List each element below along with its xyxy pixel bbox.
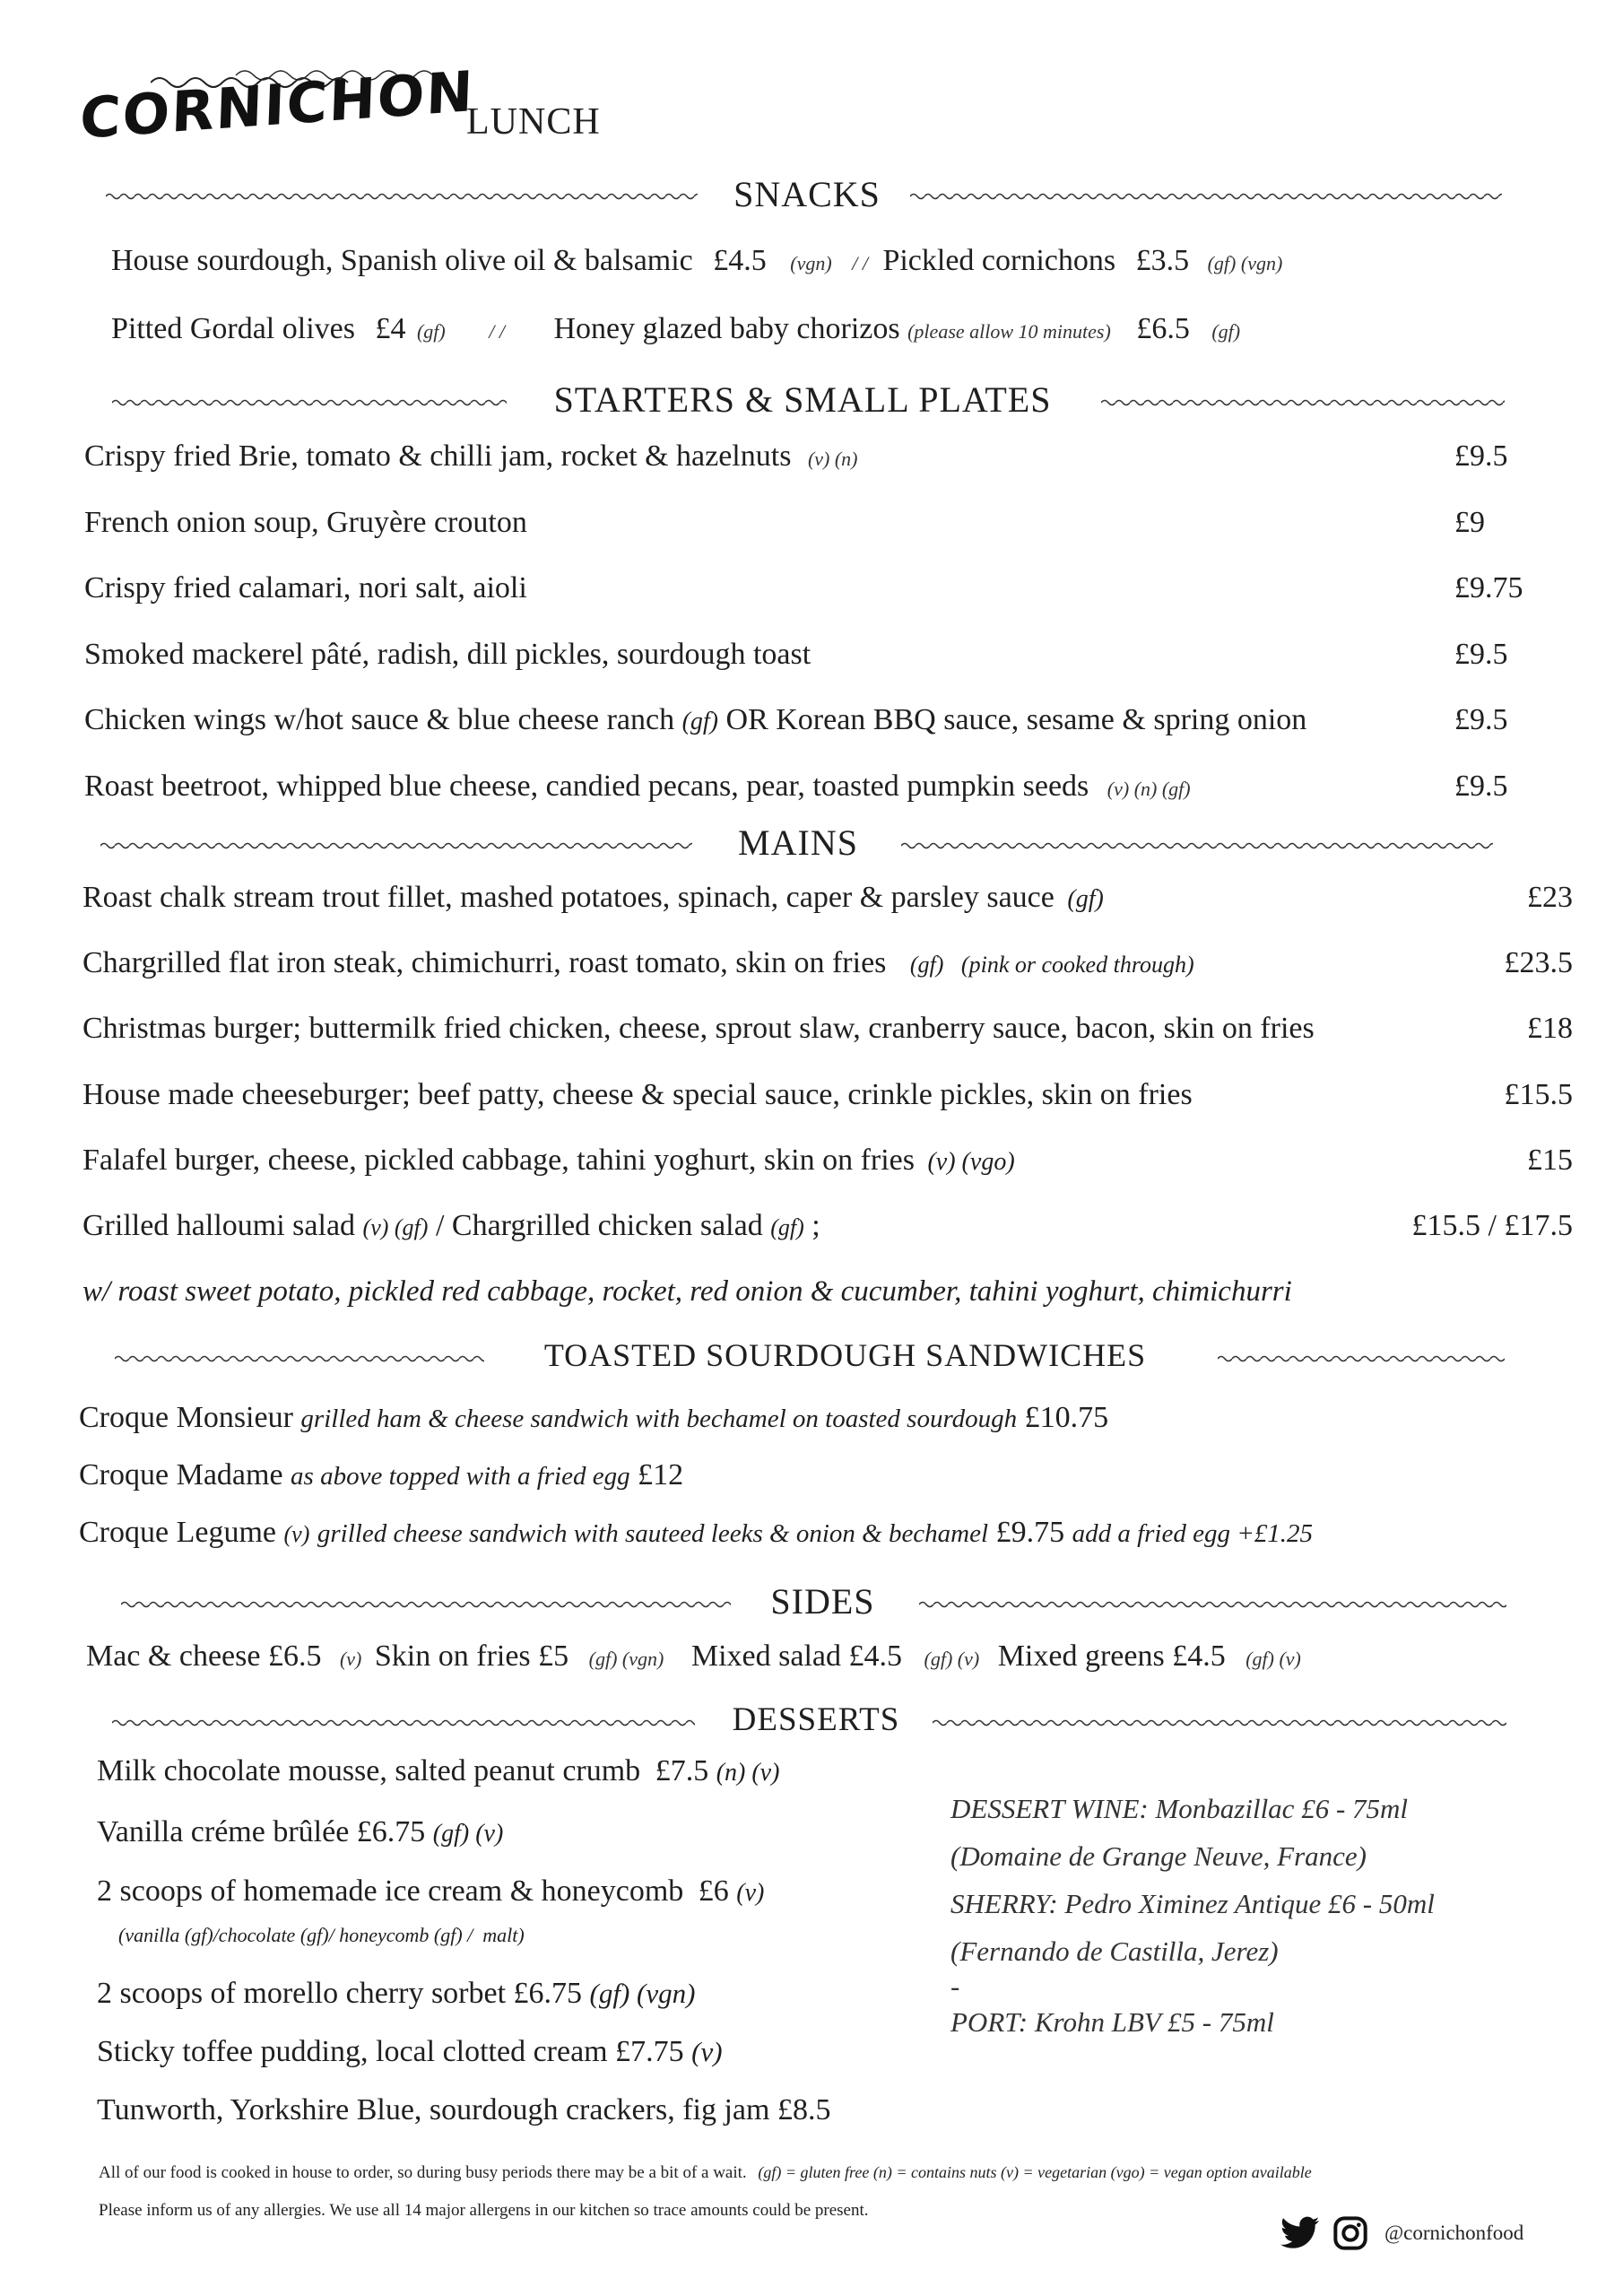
dietary-tag: (gf) (v) (924, 1648, 980, 1670)
item-name: Croque Madame (79, 1458, 283, 1492)
item-name: 2 scoops of morello cherry sorbet (97, 1977, 507, 2010)
divider-wave (121, 1598, 731, 1611)
item-name: Tunworth, Yorkshire Blue, sourdough crackers, fig jam (97, 2093, 770, 2126)
item-name: Roast chalk stream trout fillet, mashed potatoes, spinach, caper & parsley sauce (82, 881, 1055, 914)
dietary-tag: (v) (283, 1521, 310, 1547)
item-price: £23 (1527, 881, 1573, 914)
dietary-tag: (v) (vgo) (927, 1148, 1015, 1176)
item-suffix: ; (812, 1209, 820, 1242)
item-price: £8.5 (777, 2093, 831, 2126)
item-price: £12 (638, 1458, 684, 1492)
item-price: £23.5 (1504, 946, 1573, 979)
item-price: £4 (375, 312, 406, 345)
item-name: House made cheeseburger; beef patty, cheese & special sauce, crinkle pickles, skin on fries (82, 1078, 1193, 1111)
drink-line: SHERRY: Pedro Ximinez Antique £6 - 50ml (950, 1888, 1435, 1919)
menu-item (82, 881, 1104, 915)
drink-line: PORT: Krohn LBV £5 - 75ml (950, 2006, 1274, 2038)
item-name: House sourdough, Spanish olive oil & balsamic (111, 244, 693, 277)
item-price: £9.5 (1454, 703, 1508, 736)
dietary-tag: (gf) (1067, 885, 1104, 913)
item-name: Pickled cornichons (882, 244, 1116, 277)
item-name: Croque Legume (79, 1516, 276, 1549)
menu-item (84, 770, 1191, 804)
item-name: Mixed greens (997, 1639, 1165, 1673)
footer-line: All of our food is cooked in house to order, so during busy periods there may be a bit of a wait. (99, 2163, 747, 2182)
menu-item (84, 571, 527, 605)
item-name: Pitted Gordal olives (111, 312, 355, 345)
drink-separator: - (950, 1970, 960, 2002)
twitter-icon[interactable] (1280, 2216, 1320, 2250)
dietary-tag: (gf) (v) (1245, 1648, 1301, 1670)
divider-wave (115, 1352, 484, 1365)
item-name: Crispy fried Brie, tomato & chilli jam, rocket & hazelnuts (84, 439, 792, 473)
dietary-tag: (gf) (v) (432, 1820, 504, 1848)
item-name: Chicken wings w/hot sauce & blue cheese ranch (84, 703, 675, 736)
menu-item (82, 946, 1194, 980)
social-links (1280, 2215, 1523, 2251)
item-name: Skin on fries (374, 1639, 531, 1673)
item-name: French onion soup, Gruyère crouton (84, 506, 527, 539)
item-description: as above topped with a fried egg (291, 1462, 630, 1491)
item-price: £4.5 (848, 1639, 902, 1673)
menu-item (97, 1874, 764, 1909)
divider-wave (106, 190, 698, 203)
item-name: Milk chocolate mousse, salted peanut crumb (97, 1754, 641, 1787)
item-price: £4.5 (713, 244, 767, 277)
menu-item (97, 2035, 723, 2069)
menu-item (84, 638, 811, 672)
menu-item (84, 506, 527, 540)
item-name: Falafel burger, cheese, pickled cabbage, tahini yoghurt, skin on fries (82, 1144, 915, 1177)
footer-note (99, 2163, 1312, 2183)
menu-item (97, 1815, 503, 1849)
menu-item (82, 1078, 1193, 1112)
divider-wave (1101, 396, 1505, 409)
sides-row (86, 1639, 1301, 1674)
section-title-snacks: SNACKS (733, 174, 881, 214)
separator: / / (489, 320, 505, 343)
menu-item (97, 1754, 779, 1788)
snacks-row (111, 244, 1282, 278)
item-price: £10.75 (1024, 1401, 1109, 1434)
separator: / / (852, 252, 868, 274)
item-name: Roast beetroot, whipped blue cheese, candied pecans, pear, toasted pumpkin seeds (84, 770, 1089, 803)
menu-item (84, 703, 1306, 737)
item-note: (please allow 10 minutes) (907, 320, 1111, 343)
item-price: £6.5 (267, 1639, 322, 1673)
ice-cream-flavours: (vanilla (gf)/chocolate (gf)/ honeycomb (gf) / malt) (118, 1924, 525, 1946)
item-price: £6 (698, 1874, 729, 1908)
dietary-tag: (v) (gf) (362, 1214, 429, 1240)
item-name: Christmas burger; buttermilk fried chicken, cheese, sprout slaw, cranberry sauce, bacon, skin on fries (82, 1012, 1315, 1045)
dessert-drinks (950, 1785, 1435, 2046)
social-handle[interactable]: @cornichonfood (1384, 2222, 1524, 2244)
item-name: 2 scoops of homemade ice cream & honeycomb (97, 1874, 684, 1908)
menu-item (79, 1401, 1108, 1435)
menu-item (97, 2093, 830, 2127)
section-title-desserts: DESSERTS (732, 1701, 900, 1738)
divider-wave (910, 190, 1502, 203)
menu-item (82, 1209, 820, 1243)
drink-line: (Fernando de Castilla, Jerez) (950, 1935, 1279, 1967)
item-price: £5 (538, 1639, 569, 1673)
section-title-starters: STARTERS & SMALL PLATES (553, 379, 1052, 420)
dietary-tag: (gf) (vgn) (1207, 252, 1283, 274)
item-price: £9 (1454, 506, 1485, 539)
divider-wave (112, 1717, 695, 1729)
item-extra: add a fried egg +£1.25 (1072, 1519, 1314, 1548)
item-name: Mac & cheese (86, 1639, 261, 1673)
instagram-icon[interactable] (1332, 2215, 1368, 2251)
item-price: £15.5 (1504, 1078, 1573, 1111)
dietary-tag: (gf) (681, 708, 719, 735)
item-price: £3.5 (1135, 244, 1190, 277)
item-name: Grilled halloumi salad (82, 1209, 356, 1242)
divider-wave (112, 396, 507, 409)
item-price: £9.75 (995, 1516, 1065, 1549)
section-title-mains: MAINS (738, 822, 858, 863)
item-name: Sticky toffee pudding, local clotted cream (97, 2035, 608, 2068)
menu-item (79, 1458, 683, 1492)
dietary-tag: (gf) (vgn) (589, 1978, 696, 2009)
dietary-tag: (gf) (416, 320, 446, 343)
dietary-tag: (gf) (770, 1214, 804, 1240)
item-name: Croque Monsieur (79, 1401, 293, 1434)
item-name: Chargrilled flat iron steak, chimichurri, roast tomato, skin on fries (82, 946, 887, 979)
dietary-tag: (v) (n) (gf) (1107, 778, 1191, 800)
item-name: Mixed salad (690, 1639, 841, 1673)
item-price: £15.5 / £17.5 (1411, 1209, 1573, 1242)
item-price: £4.5 (1172, 1639, 1226, 1673)
mains-accompaniments-note: w/ roast sweet potato, pickled red cabbage, rocket, red onion & cucumber, tahini yoghurt, chimichurri (82, 1275, 1292, 1308)
menu-item (84, 439, 858, 474)
drink-line: (Domaine de Grange Neuve, France) (950, 1840, 1367, 1872)
divider-wave (100, 839, 692, 852)
logo-text: CORNICHON (79, 57, 476, 152)
divider-wave (933, 1717, 1506, 1729)
dietary-tag: (n) (v) (716, 1759, 780, 1787)
dietary-tag: (v) (736, 1879, 765, 1907)
item-price: £7.75 (615, 2035, 684, 2068)
item-price: £15 (1527, 1144, 1573, 1177)
item-name: Vanilla créme brûlée (97, 1815, 350, 1848)
item-name: Crispy fried calamari, nori salt, aioli (84, 571, 527, 604)
menu-item (79, 1516, 1313, 1550)
dietary-tag: (v) (339, 1648, 362, 1670)
item-price: £6.5 (1136, 312, 1190, 345)
menu-item (82, 1012, 1315, 1046)
menu-item (97, 1977, 695, 2011)
divider-wave (901, 839, 1493, 852)
dietary-tag: (gf) (1211, 320, 1241, 343)
dietary-tag: (v) (n) (807, 448, 858, 470)
item-price: £6.75 (513, 1977, 583, 2010)
section-title-sides: SIDES (770, 1581, 875, 1622)
item-description: grilled cheese sandwich with sauteed leeks & onion & bechamel (317, 1519, 989, 1548)
dietary-tag: (gf) (vgn) (588, 1648, 664, 1670)
drink-line: DESSERT WINE: Monbazillac £6 - 75ml (950, 1793, 1409, 1824)
item-price: £9.5 (1454, 638, 1508, 671)
item-name: Honey glazed baby chorizos (553, 312, 900, 345)
divider-wave (919, 1598, 1506, 1611)
divider-wave (1218, 1352, 1505, 1365)
item-price: £9.5 (1454, 439, 1508, 473)
item-name: Smoked mackerel pâté, radish, dill pickles, sourdough toast (84, 638, 812, 671)
item-price: £18 (1527, 1012, 1573, 1045)
menu-item (82, 1144, 1015, 1178)
menu-name: LUNCH (466, 101, 601, 143)
dietary-tag: (gf) (pink or cooked through) (909, 952, 1194, 978)
item-price: £9.5 (1454, 770, 1508, 803)
dietary-tag: (vgn) (790, 252, 832, 274)
item-name-continued: OR Korean BBQ sauce, sesame & spring onion (725, 703, 1307, 736)
footer-allergy-note: Please inform us of any allergies. We use all 14 major allergens in our kitchen so trace amounts could be present. (99, 2201, 869, 2220)
section-title-sandwiches: TOASTED SOURDOUGH SANDWICHES (543, 1337, 1147, 1373)
item-price: £6.75 (356, 1815, 426, 1848)
item-description: grilled ham & cheese sandwich with bechamel on toasted sourdough (300, 1405, 1018, 1433)
item-name-continued: / Chargrilled chicken salad (435, 1209, 763, 1242)
dietary-legend: (gf) = gluten free (n) = contains nuts (v) = vegetarian (vgo) = vegan option available (758, 2163, 1312, 2181)
item-price: £7.5 (655, 1754, 709, 1787)
snacks-row (111, 312, 1240, 346)
dietary-tag: (v) (691, 2036, 723, 2067)
item-price: £9.75 (1454, 571, 1523, 604)
